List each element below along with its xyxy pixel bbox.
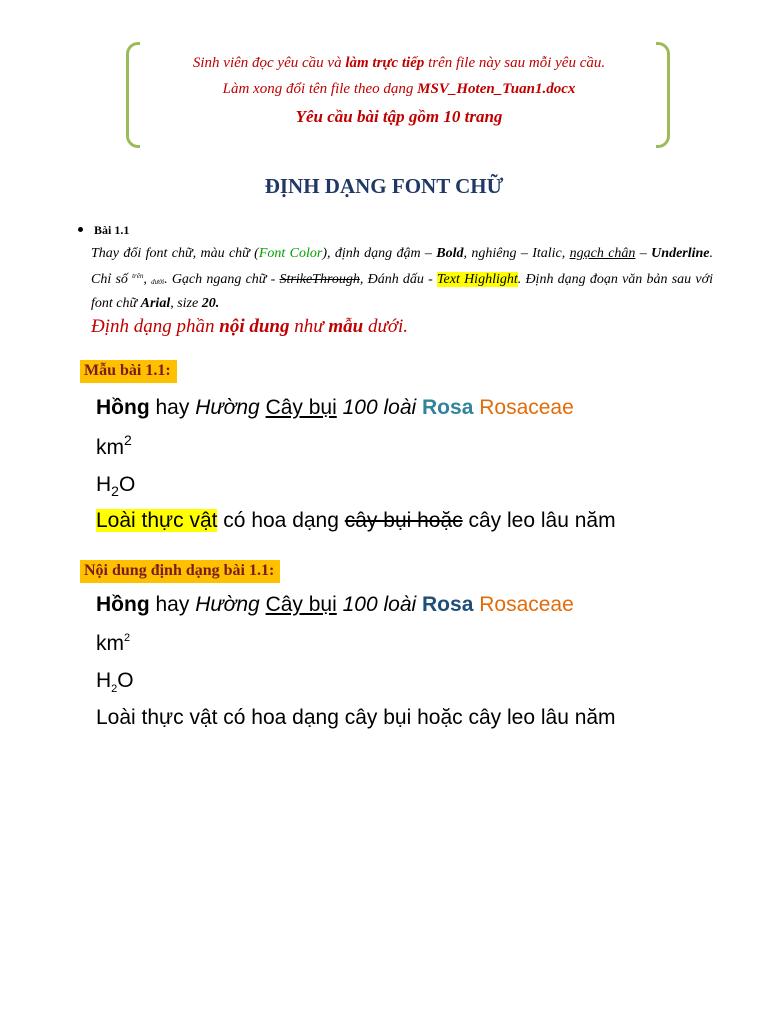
content-underline: Cây bụi [265,593,337,616]
desc-bold: Bold [436,246,464,261]
sample-sub: 2 [111,483,119,499]
notice-bracket-left [126,42,140,148]
content-italic: Hường [195,593,260,616]
sample-underline: Cây bụi [265,396,337,419]
desc-text: . Chỉ số [91,246,714,287]
desc-text: – [635,246,652,261]
content-km: km [96,632,124,655]
sample-italic: Hường [195,396,260,419]
sample-line-2 [96,432,132,460]
exercise-label: Bài 1.1 [94,223,130,237]
instr-bold: mẫu [328,316,364,337]
notice-text: Làm xong đổi tên file theo dạng [222,81,418,97]
desc-superscript: trên [132,272,144,280]
sample-rosaceae: Rosaceae [479,396,574,419]
desc-size: 20. [201,296,220,311]
notice-emphasis: làm trực tiếp [345,55,425,71]
sample-o: O [118,473,136,496]
content-line-3 [96,669,134,693]
desc-strike: StrikeThrough [279,272,360,287]
notice-box [142,50,656,132]
sample-plain: hay [149,396,196,419]
sample-km: km [96,436,124,459]
bullet-dot-icon [78,227,83,232]
instr-text: Định dạng phần [91,316,220,337]
desc-subscript: dưới [151,278,165,286]
sample-h: H [96,473,112,496]
desc-font-color: Font Color [258,246,323,261]
desc-text: , size [170,296,202,311]
content-h: H [96,669,112,692]
desc-underline: Underline [651,246,710,261]
sample-line-3 [96,473,135,497]
sample-bold: Hồng [96,396,150,419]
content-rosa: Rosa [422,593,474,616]
notice-text: Sinh viên đọc yêu cầu và [192,55,346,71]
sample-italic-2: 100 loài [342,396,417,419]
sample-label: Mẫu bài 1.1: [80,360,177,383]
content-italic-2: 100 loài [342,593,417,616]
notice-filename: MSV_Hoten_Tuan1.docx [417,81,576,97]
content-rosaceae: Rosaceae [479,593,574,616]
content-label: Nội dung định dạng bài 1.1: [80,560,280,583]
instr-text: như [289,316,329,337]
sample-line-1 [96,396,574,420]
desc-highlight: Text Highlight [437,272,518,287]
notice-line-3: Yêu cầu bài tập gồm 10 trang [295,107,503,126]
content-line-4: Loài thực vật có hoa dạng cây bụi hoặc cây leo lâu năm [96,706,616,729]
instruction-line [91,316,408,338]
desc-arial: Arial [140,296,171,311]
sample-highlight: Loài thực vật [96,509,218,532]
content-sub: 2 [111,683,118,695]
sample-line-4 [96,509,616,533]
desc-text: . Gạch ngang chữ - [164,272,280,287]
notice-line-2 [142,76,656,102]
desc-text: , Đánh dấu - [359,272,438,287]
page-title: ĐỊNH DẠNG FONT CHỮ [264,174,504,198]
instr-bold: nội dung [219,316,290,337]
desc-text: , [143,272,152,287]
desc-text: . Định dạng đoạn văn bản sau với font chữ [91,272,713,311]
sample-sup: 2 [124,432,132,448]
content-sup: 2 [124,632,131,644]
sample-rest: cây leo lâu năm [462,509,616,532]
content-o: O [117,669,134,692]
content-line-2 [96,632,130,656]
content-line-1 [96,593,574,617]
desc-text: , nghiêng – Italic, [463,246,570,261]
sample-strike: cây bụi hoặc [344,509,463,532]
exercise-description [91,243,713,315]
notice-text: trên file này sau mỗi yêu cầu. [424,55,606,71]
sample-plain-2: có hoa dạng [217,509,345,532]
notice-line-1 [142,50,656,76]
instr-text: dưới. [363,316,409,337]
notice-bracket-right [656,42,670,148]
exercise-bullet [78,223,129,238]
content-plain: hay [149,593,196,616]
desc-underline-vn: ngạch chân [569,246,636,261]
content-bold: Hồng [96,593,150,616]
desc-text: Thay đổi font chữ, màu chữ ( [91,246,259,261]
desc-text: ), định dạng đậm – [322,246,437,261]
sample-rosa: Rosa [422,396,474,419]
